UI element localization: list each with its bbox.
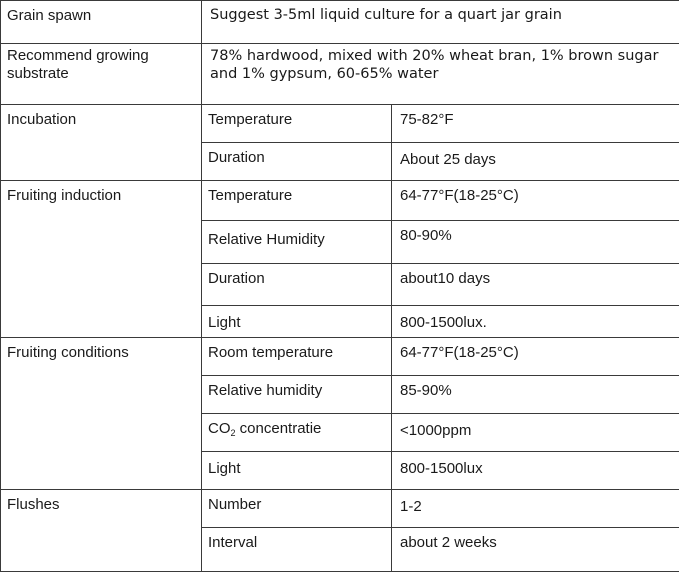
param-label: Duration [208, 270, 265, 287]
param-cell [202, 452, 392, 490]
param-value: 800-1500lux. [400, 314, 487, 331]
category-fruiting-conditions: Fruiting conditions [7, 344, 129, 361]
table-row-substrate [1, 44, 679, 105]
value-cell [392, 306, 679, 338]
param-value: <1000ppm [400, 422, 472, 439]
category-fruiting-induction: Fruiting induction [7, 187, 122, 204]
param-cell [202, 376, 392, 414]
category-grain-spawn: Grain spawn [7, 7, 92, 24]
param-label: Light [208, 460, 241, 477]
value-cell [392, 264, 679, 306]
param-cell [202, 143, 392, 181]
category-flushes: Flushes [7, 496, 60, 513]
value-cell [392, 414, 679, 452]
param-label-co2 [208, 420, 321, 439]
param-label: Temperature [208, 187, 293, 204]
param-value: About 25 days [400, 151, 496, 168]
table-row-conditions-room-temperature [1, 338, 679, 376]
param-value: 85-90% [400, 382, 452, 399]
param-cell [202, 490, 392, 528]
param-label: Interval [208, 534, 258, 551]
param-cell [202, 528, 392, 572]
param-value: 64-77°F(18-25°C) [400, 344, 519, 361]
param-label: Relative Humidity [208, 231, 325, 248]
table-row-incubation-temperature [1, 105, 679, 143]
param-cell [202, 338, 392, 376]
value-cell [202, 1, 679, 44]
param-value: about10 days [400, 270, 491, 287]
param-cell [202, 221, 392, 264]
category-incubation: Incubation [7, 111, 77, 128]
param-value: 75-82°F [400, 111, 454, 128]
category-cell [1, 338, 202, 490]
param-label: Light [208, 314, 241, 331]
param-cell [202, 105, 392, 143]
param-value: 800-1500lux [400, 460, 483, 477]
param-label: Temperature [208, 111, 293, 128]
value-cell [392, 181, 679, 221]
value-cell [392, 338, 679, 376]
substrate-value: 78% hardwood, mixed with 20% wheat bran, 1% brown sugar and 1% gypsum, 60-65% water [210, 48, 659, 82]
param-cell [202, 306, 392, 338]
category-cell [1, 44, 202, 105]
table-row-induction-temperature [1, 181, 679, 221]
value-cell [392, 528, 679, 572]
param-cell [202, 264, 392, 306]
value-cell [392, 376, 679, 414]
param-label: Number [208, 496, 262, 513]
param-value: 64-77°F(18-25°C) [400, 187, 519, 204]
value-cell [392, 105, 679, 143]
param-cell [202, 181, 392, 221]
value-cell [392, 490, 679, 528]
table-row-grain-spawn [1, 1, 679, 44]
value-cell [392, 221, 679, 264]
param-label: Relative humidity [208, 382, 323, 399]
table-row-flushes-number [1, 490, 679, 528]
param-value: 1-2 [400, 498, 422, 515]
category-substrate: Recommend growing substrate [7, 47, 149, 82]
param-label: Duration [208, 149, 265, 166]
category-cell [1, 490, 202, 572]
grain-spawn-value: Suggest 3-5ml liquid culture for a quart jar grain [210, 7, 562, 23]
param-value: 80-90% [400, 227, 452, 244]
co2-subscript: 2 [230, 428, 236, 438]
category-cell [1, 105, 202, 181]
category-cell [1, 181, 202, 338]
param-cell [202, 414, 392, 452]
co2-suffix: concentratie [235, 420, 322, 437]
value-cell [392, 452, 679, 490]
param-label: Room temperature [208, 344, 334, 361]
value-cell [202, 44, 679, 105]
co2-prefix: CO [208, 420, 231, 437]
value-cell [392, 143, 679, 181]
category-cell [1, 1, 202, 44]
param-value: about 2 weeks [400, 534, 497, 551]
